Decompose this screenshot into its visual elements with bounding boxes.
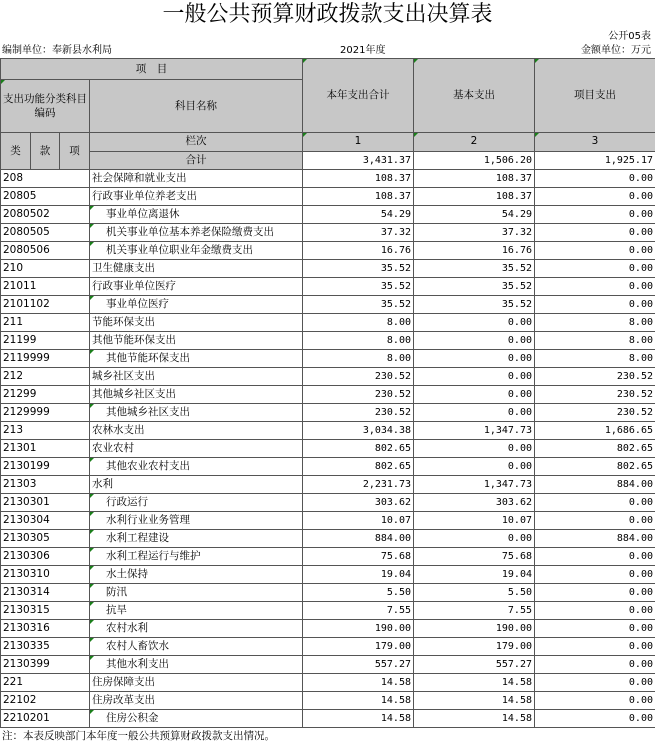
header-col1: 1: [303, 133, 414, 152]
row-project: 0.00: [535, 260, 655, 278]
row-total: 8.00: [303, 332, 414, 350]
row-project: 1,686.65: [535, 422, 655, 440]
row-project: 802.65: [535, 440, 655, 458]
row-project: 884.00: [535, 476, 655, 494]
row-basic: 75.68: [414, 548, 535, 566]
header-name: 科目名称: [90, 80, 303, 133]
table-row: [1, 242, 655, 260]
row-code: 2130310: [1, 566, 90, 584]
row-basic: 0.00: [414, 530, 535, 548]
row-name: 住房改革支出: [90, 692, 303, 710]
table-row: [1, 188, 655, 206]
row-total: 10.07: [303, 512, 414, 530]
row-code: 20805: [1, 188, 90, 206]
row-code: 2130301: [1, 494, 90, 512]
row-total: 14.58: [303, 692, 414, 710]
row-basic: 7.55: [414, 602, 535, 620]
table-row: [1, 602, 655, 620]
row-basic: 14.58: [414, 692, 535, 710]
table-row: [1, 278, 655, 296]
row-name: 农村人畜饮水: [90, 638, 303, 656]
row-code: 2130316: [1, 620, 90, 638]
row-total: 557.27: [303, 656, 414, 674]
row-name: 水利: [90, 476, 303, 494]
row-name: 其他城乡社区支出: [90, 386, 303, 404]
table-row: [1, 422, 655, 440]
row-code: 21301: [1, 440, 90, 458]
row-name: 社会保障和就业支出: [90, 170, 303, 188]
table-row: [1, 494, 655, 512]
row-name: 其他节能环保支出: [90, 332, 303, 350]
table-row: [1, 710, 655, 728]
row-code: 21199: [1, 332, 90, 350]
row-name: 事业单位离退休: [90, 206, 303, 224]
row-name: 农村水利: [90, 620, 303, 638]
row-name: 水利行业业务管理: [90, 512, 303, 530]
row-basic: 179.00: [414, 638, 535, 656]
row-basic: 35.52: [414, 296, 535, 314]
row-total: 35.52: [303, 260, 414, 278]
row-total: 303.62: [303, 494, 414, 512]
row-project: 0.00: [535, 188, 655, 206]
row-name: 事业单位医疗: [90, 296, 303, 314]
row-total: 35.52: [303, 278, 414, 296]
row-project: 0.00: [535, 242, 655, 260]
row-name: 水利工程运行与维护: [90, 548, 303, 566]
row-name: 其他节能环保支出: [90, 350, 303, 368]
header-total: 本年支出合计: [303, 59, 414, 133]
row-total: 16.76: [303, 242, 414, 260]
row-total: 8.00: [303, 314, 414, 332]
row-total: 75.68: [303, 548, 414, 566]
row-project: 230.52: [535, 368, 655, 386]
row-project: 0.00: [535, 674, 655, 692]
table-row: [1, 260, 655, 278]
row-name: 机关事业单位基本养老保险缴费支出: [90, 224, 303, 242]
row-basic: 0.00: [414, 314, 535, 332]
row-name: 行政事业单位医疗: [90, 278, 303, 296]
row-code: 2130315: [1, 602, 90, 620]
row-code: 2080502: [1, 206, 90, 224]
table-row: [1, 224, 655, 242]
table-row: [1, 368, 655, 386]
row-project: 0.00: [535, 620, 655, 638]
unit-label: 编制单位：奉新县水利局: [2, 45, 112, 56]
row-project: 0.00: [535, 566, 655, 584]
row-name: 行政事业单位养老支出: [90, 188, 303, 206]
row-code: 2130335: [1, 638, 90, 656]
row-name: 其他水利支出: [90, 656, 303, 674]
row-project: 8.00: [535, 314, 655, 332]
row-project: 0.00: [535, 548, 655, 566]
sum-basic: 1,506.20: [414, 151, 535, 170]
row-basic: 108.37: [414, 188, 535, 206]
table-row: [1, 314, 655, 332]
row-project: 8.00: [535, 350, 655, 368]
row-basic: 5.50: [414, 584, 535, 602]
row-basic: 14.58: [414, 674, 535, 692]
header-lanci: 栏次: [90, 133, 303, 152]
row-basic: 14.58: [414, 710, 535, 728]
row-total: 54.29: [303, 206, 414, 224]
row-basic: 35.52: [414, 278, 535, 296]
table-row: [1, 386, 655, 404]
row-name: 卫生健康支出: [90, 260, 303, 278]
row-basic: 0.00: [414, 440, 535, 458]
header-col3: 3: [535, 133, 655, 152]
row-total: 2,231.73: [303, 476, 414, 494]
table-row: [1, 476, 655, 494]
row-code: 2210201: [1, 710, 90, 728]
table-row: [1, 548, 655, 566]
table-row: [1, 206, 655, 224]
row-code: 213: [1, 422, 90, 440]
row-code: 2130304: [1, 512, 90, 530]
row-total: 230.52: [303, 386, 414, 404]
table-row: [1, 170, 655, 188]
table-row: [1, 404, 655, 422]
form-number: 公开05表: [608, 31, 651, 42]
row-total: 108.37: [303, 170, 414, 188]
expenditure-table: [0, 58, 655, 728]
row-total: 8.00: [303, 350, 414, 368]
table-row: [1, 458, 655, 476]
sum-label: 合计: [90, 151, 303, 170]
table-row: [1, 440, 655, 458]
row-name: 农林水支出: [90, 422, 303, 440]
row-total: 3,034.38: [303, 422, 414, 440]
row-code: 2101102: [1, 296, 90, 314]
row-project: 8.00: [535, 332, 655, 350]
row-total: 19.04: [303, 566, 414, 584]
row-total: 230.52: [303, 404, 414, 422]
row-total: 7.55: [303, 602, 414, 620]
header-col2: 2: [414, 133, 535, 152]
row-project: 0.00: [535, 296, 655, 314]
header-code: 支出功能分类科目编码: [1, 80, 90, 133]
table-row: [1, 638, 655, 656]
row-code: 211: [1, 314, 90, 332]
row-basic: 35.52: [414, 260, 535, 278]
row-total: 35.52: [303, 296, 414, 314]
table-row: [1, 332, 655, 350]
row-total: 802.65: [303, 458, 414, 476]
row-project: 0.00: [535, 206, 655, 224]
row-total: 190.00: [303, 620, 414, 638]
row-code: 208: [1, 170, 90, 188]
row-basic: 19.04: [414, 566, 535, 584]
row-basic: 0.00: [414, 386, 535, 404]
row-code: 21299: [1, 386, 90, 404]
row-basic: 1,347.73: [414, 422, 535, 440]
row-code: 210: [1, 260, 90, 278]
sum-total: 3,431.37: [303, 151, 414, 170]
row-project: 0.00: [535, 710, 655, 728]
header-items: 项 目: [1, 59, 303, 80]
row-basic: 0.00: [414, 350, 535, 368]
row-code: 2119999: [1, 350, 90, 368]
row-code: 21011: [1, 278, 90, 296]
row-name: 其他城乡社区支出: [90, 404, 303, 422]
row-total: 14.58: [303, 710, 414, 728]
row-project: 0.00: [535, 584, 655, 602]
row-code: 2130314: [1, 584, 90, 602]
row-basic: 37.32: [414, 224, 535, 242]
table-row: [1, 566, 655, 584]
header-basic: 基本支出: [414, 59, 535, 133]
row-name: 农业农村: [90, 440, 303, 458]
row-code: 212: [1, 368, 90, 386]
table-row: [1, 350, 655, 368]
header-lei: 类: [1, 133, 31, 170]
row-code: 2130305: [1, 530, 90, 548]
table-row: [1, 620, 655, 638]
row-name: 防汛: [90, 584, 303, 602]
row-name: 住房保障支出: [90, 674, 303, 692]
row-total: 5.50: [303, 584, 414, 602]
table-row: [1, 530, 655, 548]
row-project: 802.65: [535, 458, 655, 476]
row-name: 节能环保支出: [90, 314, 303, 332]
row-total: 37.32: [303, 224, 414, 242]
row-code: 221: [1, 674, 90, 692]
row-total: 230.52: [303, 368, 414, 386]
row-basic: 1,347.73: [414, 476, 535, 494]
row-project: 0.00: [535, 602, 655, 620]
row-name: 住房公积金: [90, 710, 303, 728]
header-xiang: 项: [60, 133, 90, 170]
row-project: 884.00: [535, 530, 655, 548]
row-basic: 54.29: [414, 206, 535, 224]
row-basic: 0.00: [414, 332, 535, 350]
row-code: 2080506: [1, 242, 90, 260]
row-name: 其他农业农村支出: [90, 458, 303, 476]
row-basic: 10.07: [414, 512, 535, 530]
amount-unit: 金额单位：万元: [581, 45, 651, 56]
header-project: 项目支出: [535, 59, 655, 133]
row-project: 230.52: [535, 386, 655, 404]
row-basic: 190.00: [414, 620, 535, 638]
row-name: 水土保持: [90, 566, 303, 584]
row-name: 水利工程建设: [90, 530, 303, 548]
row-basic: 0.00: [414, 458, 535, 476]
row-name: 抗旱: [90, 602, 303, 620]
row-code: 2130399: [1, 656, 90, 674]
table-row: [1, 584, 655, 602]
row-name: 行政运行: [90, 494, 303, 512]
row-name: 机关事业单位职业年金缴费支出: [90, 242, 303, 260]
row-code: 2129999: [1, 404, 90, 422]
row-code: 21303: [1, 476, 90, 494]
row-project: 0.00: [535, 224, 655, 242]
row-basic: 0.00: [414, 404, 535, 422]
page-title: 一般公共预算财政拨款支出决算表: [162, 2, 493, 27]
table-row: [1, 656, 655, 674]
row-project: 0.00: [535, 170, 655, 188]
header-kuan: 款: [31, 133, 60, 170]
row-total: 884.00: [303, 530, 414, 548]
row-basic: 557.27: [414, 656, 535, 674]
row-project: 0.00: [535, 512, 655, 530]
row-project: 0.00: [535, 638, 655, 656]
footnote: 注：本表反映部门本年度一般公共预算财政拨款支出情况。: [2, 730, 275, 742]
table-row: [1, 692, 655, 710]
row-basic: 108.37: [414, 170, 535, 188]
row-code: 2130199: [1, 458, 90, 476]
row-basic: 16.76: [414, 242, 535, 260]
row-total: 108.37: [303, 188, 414, 206]
row-project: 0.00: [535, 278, 655, 296]
table-row: [1, 512, 655, 530]
sum-project: 1,925.17: [535, 151, 655, 170]
row-basic: 303.62: [414, 494, 535, 512]
row-code: 22102: [1, 692, 90, 710]
row-code: 2130306: [1, 548, 90, 566]
row-project: 0.00: [535, 692, 655, 710]
row-project: 0.00: [535, 494, 655, 512]
table-row: [1, 296, 655, 314]
row-total: 802.65: [303, 440, 414, 458]
row-basic: 0.00: [414, 368, 535, 386]
row-total: 14.58: [303, 674, 414, 692]
year-label: 2021年度: [340, 45, 386, 56]
row-total: 179.00: [303, 638, 414, 656]
table-row: [1, 674, 655, 692]
row-project: 0.00: [535, 656, 655, 674]
row-name: 城乡社区支出: [90, 368, 303, 386]
row-project: 230.52: [535, 404, 655, 422]
row-code: 2080505: [1, 224, 90, 242]
